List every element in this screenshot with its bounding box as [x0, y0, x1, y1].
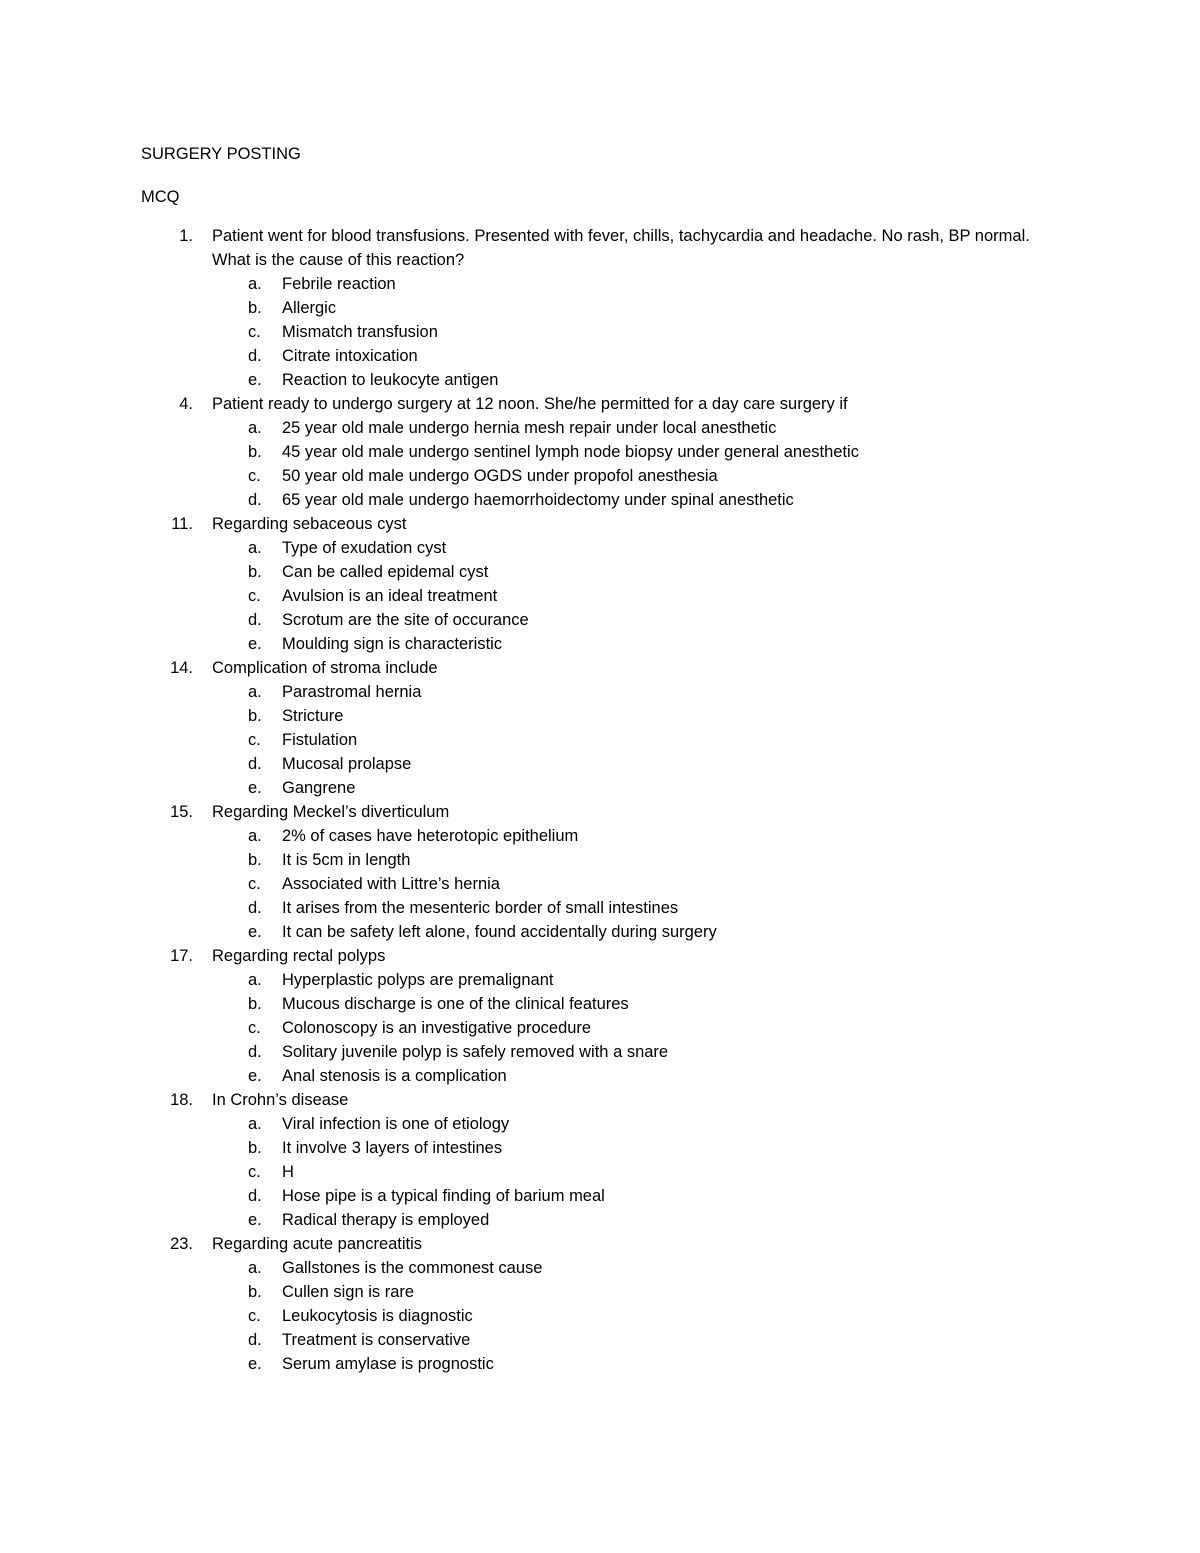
- question-stem: [0, 944, 1200, 968]
- option-letter: b.: [248, 1283, 262, 1301]
- answer-option: [0, 1040, 1200, 1064]
- answer-option: [0, 536, 1200, 560]
- answer-option: [0, 992, 1200, 1016]
- option-text: Reaction to leukocyte antigen: [282, 371, 499, 389]
- option-letter: c.: [248, 731, 261, 749]
- question-number: 15.: [170, 803, 193, 821]
- question-number: 11.: [171, 515, 193, 533]
- option-letter: e.: [248, 923, 262, 941]
- question-number: 18.: [170, 1091, 193, 1109]
- answer-option: [0, 584, 1200, 608]
- option-letter: d.: [248, 899, 262, 917]
- option-text: Mucous discharge is one of the clinical features: [282, 995, 629, 1013]
- answer-option: [0, 968, 1200, 992]
- answer-option: [0, 488, 1200, 512]
- question-stem: [0, 1088, 1200, 1112]
- option-letter: a.: [248, 275, 262, 293]
- option-letter: d.: [248, 1187, 262, 1205]
- option-text: Can be called epidemal cyst: [282, 563, 489, 581]
- option-letter: d.: [248, 755, 262, 773]
- answer-option: [0, 704, 1200, 728]
- option-letter: a.: [248, 827, 262, 845]
- question-item: [0, 1232, 1200, 1376]
- option-text: Treatment is conservative: [282, 1331, 471, 1349]
- answer-option: [0, 1184, 1200, 1208]
- option-letter: c.: [248, 1163, 261, 1181]
- option-text: Viral infection is one of etiology: [282, 1115, 510, 1133]
- answer-option: [0, 1208, 1200, 1232]
- answer-option: [0, 1112, 1200, 1136]
- option-text: 65 year old male undergo haemorrhoidectomy under spinal anesthetic: [282, 491, 794, 509]
- option-letter: a.: [248, 1115, 262, 1133]
- option-letter: b.: [248, 443, 262, 461]
- answer-option: [0, 608, 1200, 632]
- question-number: 4.: [179, 395, 193, 413]
- question-text: Regarding sebaceous cyst: [212, 515, 407, 533]
- question-stem: [0, 392, 1200, 416]
- answer-option: [0, 416, 1200, 440]
- option-letter: e.: [248, 635, 262, 653]
- option-text: Moulding sign is characteristic: [282, 635, 503, 653]
- option-text: Avulsion is an ideal treatment: [282, 587, 498, 605]
- option-text: It involve 3 layers of intestines: [282, 1139, 503, 1157]
- question-number: 14.: [170, 659, 193, 677]
- answer-option: [0, 776, 1200, 800]
- option-text: Associated with Littre’s hernia: [282, 875, 500, 893]
- option-text: 25 year old male undergo hernia mesh repair under local anesthetic: [282, 419, 777, 437]
- question-number: 17.: [170, 947, 193, 965]
- answer-option: [0, 752, 1200, 776]
- option-text: 50 year old male undergo OGDS under propofol anesthesia: [282, 467, 718, 485]
- option-text: Citrate intoxication: [282, 347, 418, 365]
- option-text: Colonoscopy is an investigative procedure: [282, 1019, 592, 1037]
- answer-option: [0, 848, 1200, 872]
- question-stem: [0, 1232, 1200, 1256]
- question-text: Patient went for blood transfusions. Presented with fever, chills, tachycardia and headache. No rash, BP normal. What is the cause of this reaction?: [212, 227, 1030, 269]
- question-text: In Crohn’s disease: [212, 1091, 349, 1109]
- answer-option: [0, 344, 1200, 368]
- answer-option: [0, 728, 1200, 752]
- option-letter: d.: [248, 491, 262, 509]
- option-text: Fistulation: [282, 731, 358, 749]
- option-text: Cullen sign is rare: [282, 1283, 415, 1301]
- option-letter: b.: [248, 707, 262, 725]
- option-text: Radical therapy is employed: [282, 1211, 490, 1229]
- question-list: [0, 224, 1200, 1376]
- document-title: SURGERY POSTING: [141, 145, 301, 163]
- option-letter: e.: [248, 1355, 262, 1373]
- option-letter: b.: [248, 299, 262, 317]
- question-stem: [0, 656, 1200, 680]
- question-item: [0, 656, 1200, 800]
- option-letter: c.: [248, 467, 261, 485]
- option-letter: d.: [248, 347, 262, 365]
- answer-option: [0, 1328, 1200, 1352]
- answer-option: [0, 368, 1200, 392]
- answer-option: [0, 824, 1200, 848]
- answer-option: [0, 296, 1200, 320]
- question-item: [0, 512, 1200, 656]
- question-text: Regarding rectal polyps: [212, 947, 386, 965]
- answer-option: [0, 1136, 1200, 1160]
- question-text: Patient ready to undergo surgery at 12 noon. She/he permitted for a day care surgery if: [212, 395, 848, 413]
- option-text: H: [282, 1163, 294, 1181]
- option-letter: b.: [248, 995, 262, 1013]
- option-text: Mismatch transfusion: [282, 323, 438, 341]
- option-letter: b.: [248, 851, 262, 869]
- option-letter: a.: [248, 539, 262, 557]
- answer-option: [0, 1064, 1200, 1088]
- question-stem: [0, 224, 1200, 272]
- option-text: Hyperplastic polyps are premalignant: [282, 971, 554, 989]
- answer-option: [0, 872, 1200, 896]
- option-text: Scrotum are the site of occurance: [282, 611, 529, 629]
- option-letter: d.: [248, 1043, 262, 1061]
- question-number: 23.: [170, 1235, 193, 1253]
- option-letter: d.: [248, 1331, 262, 1349]
- option-letter: b.: [248, 563, 262, 581]
- option-letter: e.: [248, 779, 262, 797]
- answer-option: [0, 896, 1200, 920]
- option-letter: a.: [248, 1259, 262, 1277]
- option-text: Mucosal prolapse: [282, 755, 412, 773]
- option-letter: c.: [248, 1019, 261, 1037]
- option-letter: a.: [248, 971, 262, 989]
- option-letter: a.: [248, 683, 262, 701]
- option-text: Allergic: [282, 299, 337, 317]
- question-item: [0, 224, 1200, 392]
- question-text: Complication of stroma include: [212, 659, 438, 677]
- option-text: Gallstones is the commonest cause: [282, 1259, 543, 1277]
- option-letter: e.: [248, 1067, 262, 1085]
- answer-option: [0, 1016, 1200, 1040]
- option-text: Hose pipe is a typical finding of barium meal: [282, 1187, 605, 1205]
- option-text: Solitary juvenile polyp is safely removed with a snare: [282, 1043, 669, 1061]
- option-letter: c.: [248, 587, 261, 605]
- question-item: [0, 392, 1200, 512]
- option-text: It can be safety left alone, found accidentally during surgery: [282, 923, 717, 941]
- question-text: Regarding Meckel’s diverticulum: [212, 803, 450, 821]
- question-number: 1.: [179, 227, 193, 245]
- option-letter: c.: [248, 875, 261, 893]
- option-text: 2% of cases have heterotopic epithelium: [282, 827, 579, 845]
- answer-option: [0, 1160, 1200, 1184]
- option-letter: a.: [248, 419, 262, 437]
- question-item: [0, 1088, 1200, 1232]
- answer-option: [0, 1352, 1200, 1376]
- option-text: Stricture: [282, 707, 344, 725]
- answer-option: [0, 560, 1200, 584]
- answer-option: [0, 680, 1200, 704]
- option-letter: c.: [248, 1307, 261, 1325]
- answer-option: [0, 320, 1200, 344]
- question-stem: [0, 512, 1200, 536]
- section-label: MCQ: [141, 188, 180, 206]
- question-stem: [0, 800, 1200, 824]
- question-text: Regarding acute pancreatitis: [212, 1235, 423, 1253]
- answer-option: [0, 632, 1200, 656]
- answer-option: [0, 920, 1200, 944]
- option-text: 45 year old male undergo sentinel lymph node biopsy under general anesthetic: [282, 443, 859, 461]
- option-letter: b.: [248, 1139, 262, 1157]
- option-text: Anal stenosis is a complication: [282, 1067, 507, 1085]
- option-text: Leukocytosis is diagnostic: [282, 1307, 473, 1325]
- option-letter: d.: [248, 611, 262, 629]
- option-letter: e.: [248, 1211, 262, 1229]
- question-item: [0, 800, 1200, 944]
- option-text: Febrile reaction: [282, 275, 396, 293]
- answer-option: [0, 272, 1200, 296]
- option-text: It arises from the mesenteric border of small intestines: [282, 899, 679, 917]
- answer-option: [0, 440, 1200, 464]
- answer-option: [0, 1256, 1200, 1280]
- answer-option: [0, 1280, 1200, 1304]
- option-letter: c.: [248, 323, 261, 341]
- option-text: Serum amylase is prognostic: [282, 1355, 494, 1373]
- option-letter: e.: [248, 371, 262, 389]
- option-text: Parastromal hernia: [282, 683, 422, 701]
- answer-option: [0, 464, 1200, 488]
- option-text: It is 5cm in length: [282, 851, 411, 869]
- option-text: Type of exudation cyst: [282, 539, 447, 557]
- answer-option: [0, 1304, 1200, 1328]
- option-text: Gangrene: [282, 779, 356, 797]
- question-item: [0, 944, 1200, 1088]
